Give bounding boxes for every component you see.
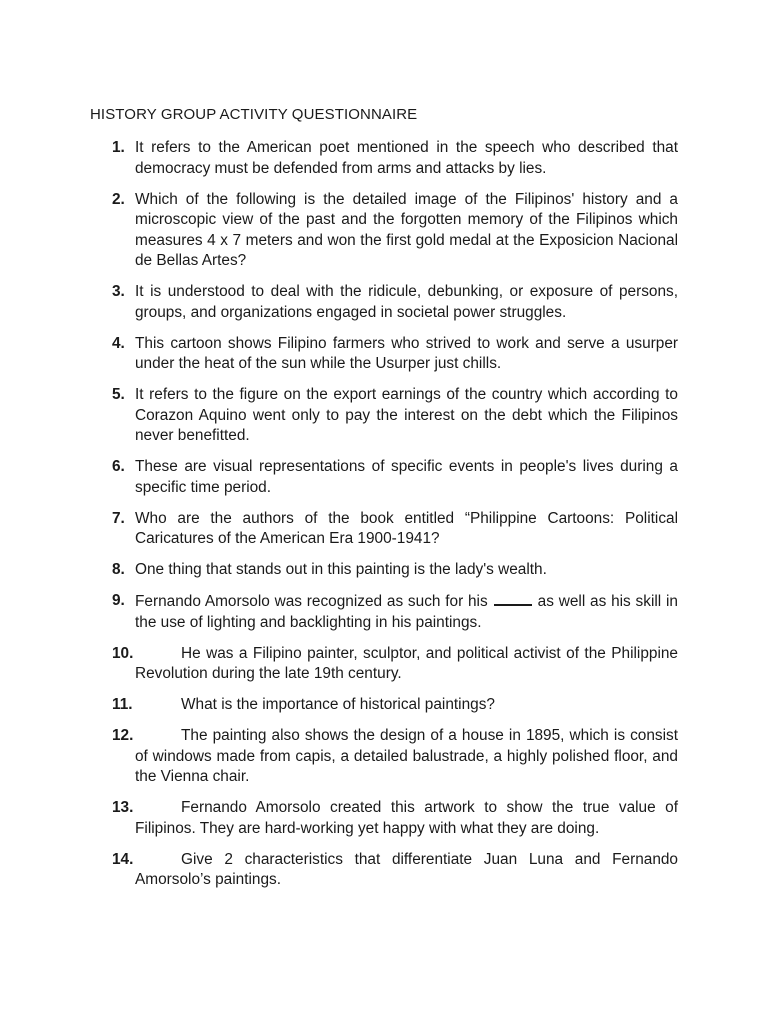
question-item-2: [112, 190, 678, 272]
question-item-14: [112, 850, 678, 891]
answer-blank: [494, 591, 532, 606]
question-number: 9.: [112, 592, 125, 609]
question-number: 3.: [112, 283, 125, 300]
question-item-8: [112, 560, 678, 581]
question-item-5: [112, 385, 678, 447]
question-text: [135, 591, 678, 633]
question-item-10: [112, 644, 678, 685]
question-item-3: [112, 282, 678, 323]
question-number: 7.: [112, 509, 125, 527]
question-number: 13.: [112, 799, 134, 816]
question-number: 8.: [112, 561, 125, 578]
question-item-6: [112, 457, 678, 498]
question-text: Who are the authors of the book entitled “Philippine Cartoons: Political Caricatures of the American Era 1900-1941?: [135, 509, 678, 547]
question-text: This cartoon shows Filipino farmers who strived to work and serve a usurper under the heat of the sun while the Usurper just chills.: [135, 334, 678, 372]
question-number: 14.: [112, 850, 134, 868]
question-text: Give 2 characteristics that differentiate Juan Luna and Fernando Amorsolo’s paintings.: [135, 850, 678, 888]
question-list: [112, 138, 678, 901]
question-item-13: [112, 798, 678, 839]
question-text: It refers to the figure on the export earnings of the country which according to Corazon Aquino went only to pay the interest on the debt which the Filipinos never benefitted.: [135, 386, 678, 444]
question-text: Which of the following is the detailed image of the Filipinos' history and a microscopic view of the past and the forgotten memory of the Filipinos which measures 4 x 7 meters and won the first gold medal at the Exposicion Nacional de Bellas Artes?: [135, 190, 678, 269]
question-item-11: [112, 695, 678, 716]
question-number: 4.: [112, 334, 125, 352]
question-text: Fernando Amorsolo created this artwork to show the true value of Filipinos. They are hard-working yet happy with what they are doing.: [135, 799, 678, 837]
question-number: 10.: [112, 644, 134, 662]
page-title: HISTORY GROUP ACTIVITY QUESTIONNAIRE: [90, 106, 418, 123]
question-item-1: [112, 138, 678, 179]
question-item-4: [112, 334, 678, 375]
question-number: 12.: [112, 727, 134, 744]
question-text-before-blank: Fernando Amorsolo was recognized as such for his: [135, 593, 488, 610]
question-text: These are visual representations of specific events in people's lives during a specific time period.: [135, 458, 678, 496]
question-number: 5.: [112, 386, 125, 403]
question-number: 1.: [112, 139, 125, 156]
question-text: It is understood to deal with the ridicule, debunking, or exposure of persons, groups, and organizations engaged in societal power struggles.: [135, 283, 678, 321]
question-item-12: [112, 726, 678, 788]
question-text: One thing that stands out in this painting is the lady's wealth.: [135, 561, 547, 578]
question-text: The painting also shows the design of a house in 1895, which is consist of windows made from capis, a detailed balustrade, a highly polished floor, and the Vienna chair.: [135, 727, 678, 785]
question-number: 6.: [112, 458, 125, 475]
question-number: 11.: [112, 696, 133, 713]
question-item-7: [112, 509, 678, 550]
question-text: What is the importance of historical paintings?: [181, 696, 495, 713]
question-number: 2.: [112, 190, 125, 208]
question-text-after-blank: as well as his skill in the use of lighting and backlighting in his paintings.: [135, 593, 678, 631]
question-text: He was a Filipino painter, sculptor, and political activist of the Philippine Revolution during the late 19th century.: [135, 644, 678, 682]
question-item-9: [112, 591, 678, 633]
question-text: It refers to the American poet mentioned in the speech who described that democracy must be defended from arms and attacks by lies.: [135, 139, 678, 177]
